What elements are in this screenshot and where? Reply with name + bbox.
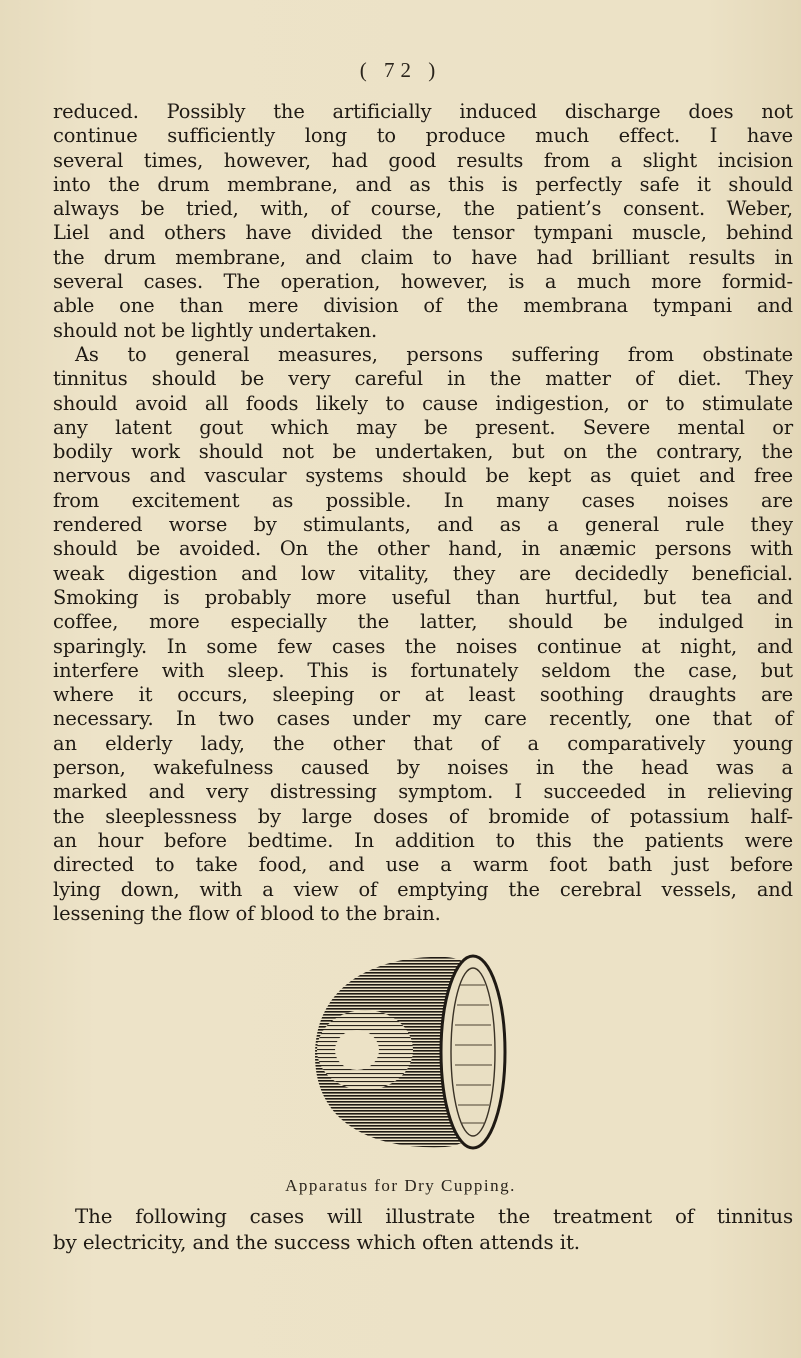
text-line: weak digestion and low vitality, they are decidedly beneficial.	[53, 561, 793, 585]
text-line: necessary. In two cases under my care recently, one that of	[53, 707, 793, 731]
text-line: reduced. Possibly the artificially induced discharge does not	[53, 100, 793, 123]
text-line: Liel and others have divided the tensor tympani muscle, behind	[53, 221, 793, 245]
text-line: continue sufficiently long to produce much effect. I have	[53, 124, 793, 148]
text-line: The following cases will illustrate the treatment of tinnitus	[75, 1205, 793, 1228]
text-line: able one than mere division of the membrana tympani and	[53, 294, 793, 318]
text-line: rendered worse by stimulants, and as a general rule they	[53, 513, 793, 537]
text-line: marked and very distressing symptom. I succeeded in relieving	[53, 780, 793, 804]
text-line: several cases. The operation, however, is a much more formid-	[53, 270, 793, 294]
text-line: the sleeplessness by large doses of bromide of potassium half-	[53, 804, 793, 828]
text-line: bodily work should not be undertaken, but on the contrary, the	[53, 440, 793, 464]
text-line: interfere with sleep. This is fortunately seldom the case, but	[53, 658, 793, 682]
text-line: any latent gout which may be present. Severe mental or	[53, 415, 793, 439]
text-line: the drum membrane, and claim to have had brilliant results in	[53, 245, 793, 269]
text-line: tinnitus should be very careful in the matter of diet. They	[53, 367, 793, 391]
text-line: an elderly lady, the other that of a comparatively young	[53, 731, 793, 755]
text-line: where it occurs, sleeping or at least soothing draughts are	[53, 683, 793, 707]
page-number: ( 72 )	[359, 58, 442, 82]
text-line: should be avoided. On the other hand, in anæmic persons with	[53, 537, 793, 561]
text-line: should avoid all foods likely to cause indigestion, or to stimulate	[53, 391, 793, 415]
cupping-glass-drawing	[295, 945, 535, 1155]
text-line: by electricity, and the success which often attends it.	[53, 1231, 580, 1254]
text-line: lessening the flow of blood to the brain.	[53, 901, 441, 925]
text-line: an hour before bedtime. In addition to this the patients were	[53, 828, 793, 852]
dry-cupping-apparatus-illustration	[295, 945, 535, 1155]
text-line: Smoking is probably more useful than hurtful, but tea and	[53, 585, 793, 609]
text-line: always be tried, with, of course, the patient’s consent. Weber,	[53, 197, 793, 221]
text-line: from excitement as possible. In many cases noises are	[53, 488, 793, 512]
text-line: into the drum membrane, and as this is perfectly safe it should	[53, 172, 793, 196]
text-line: should not be lightly undertaken.	[53, 318, 378, 342]
text-line: coffee, more especially the latter, should be indulged in	[53, 610, 793, 634]
text-line: directed to take food, and use a warm foot bath just before	[53, 853, 793, 877]
text-line: nervous and vascular systems should be kept as quiet and free	[53, 464, 793, 488]
body-text	[53, 100, 793, 926]
text-line: lying down, with a view of emptying the cerebral vessels, and	[53, 877, 793, 901]
text-line: person, wakefulness caused by noises in the head was a	[53, 756, 793, 780]
text-line: several times, however, had good results from a slight incision	[53, 148, 793, 172]
text-line: As to general measures, persons suffering from obstinate	[75, 342, 793, 366]
figure-caption: Apparatus for Dry Cupping.	[285, 1176, 516, 1195]
closing-paragraph	[53, 1204, 793, 1256]
text-line: sparingly. In some few cases the noises continue at night, and	[53, 634, 793, 658]
